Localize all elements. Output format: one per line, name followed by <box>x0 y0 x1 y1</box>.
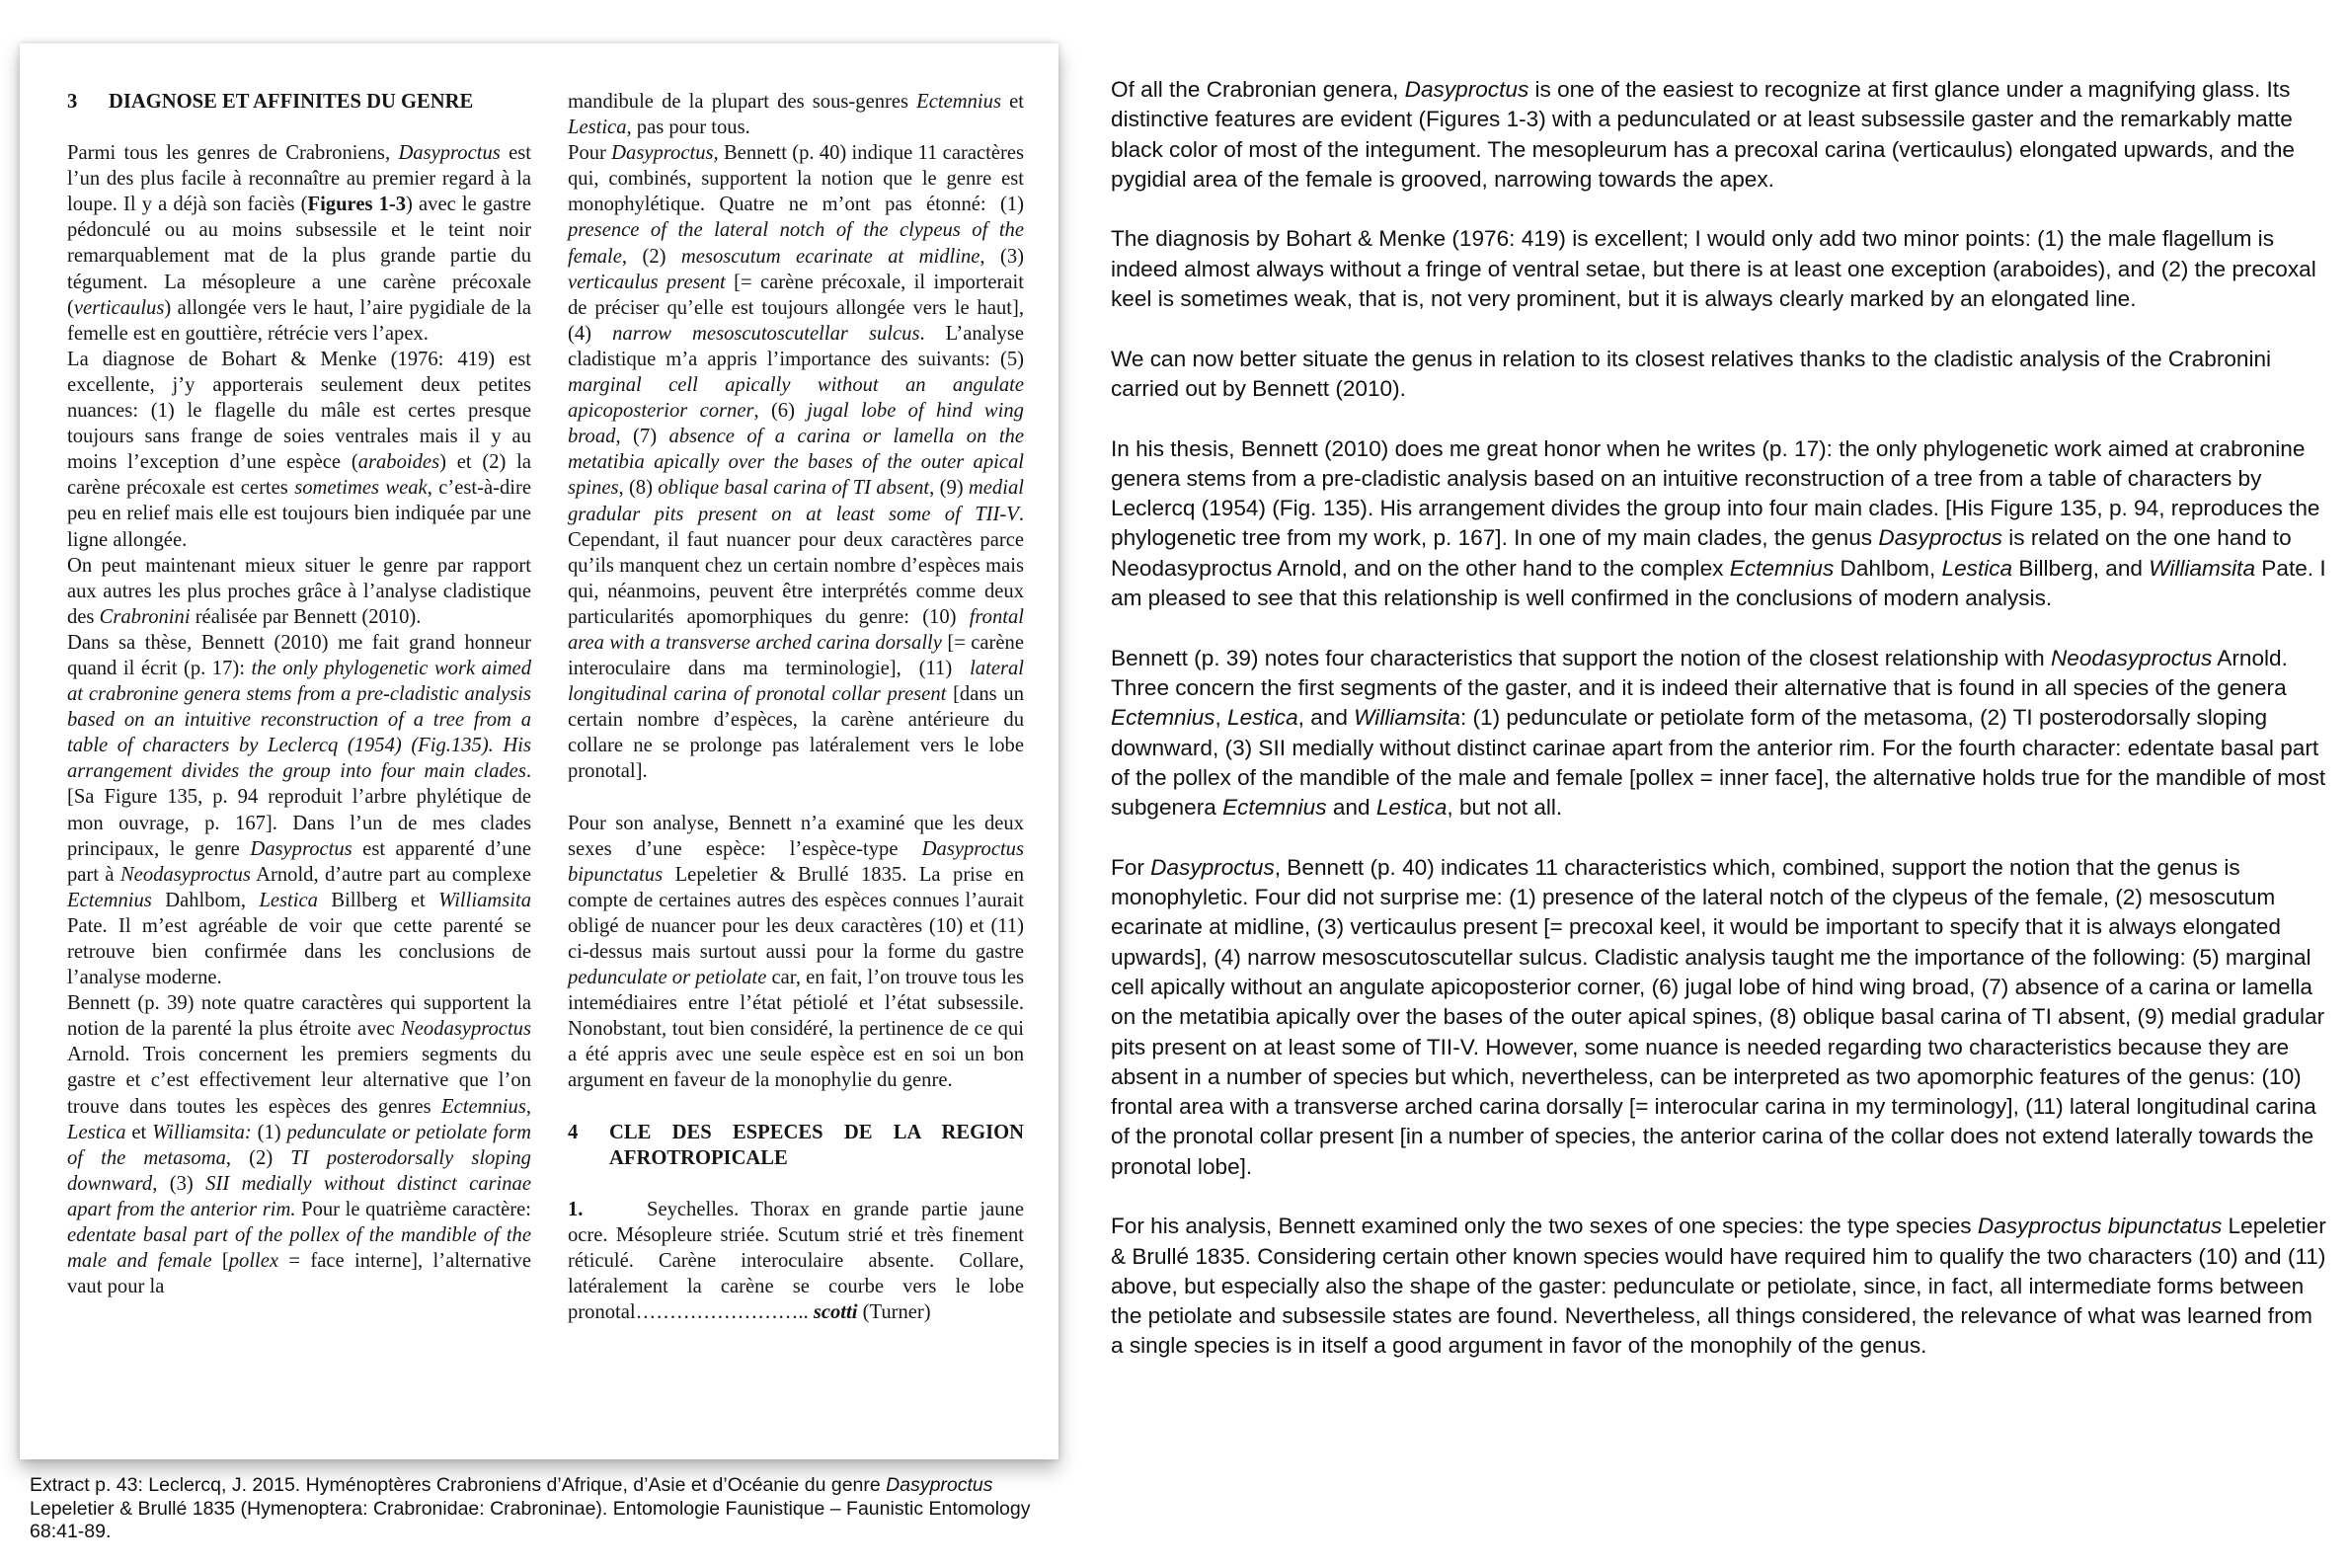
paragraph: mandibule de la plupart des sous-genres Ectemnius et Lestica, pas pour tous. <box>568 91 1024 139</box>
paragraph: Dans sa thèse, Bennett (2010) me fait grand honneur quand il écrit (p. 17): the only phylogenetic work aimed at crabronine genera stems from a pre-cladistic analysis based on an intuitive reconstruction of a tree from a table of characters by Leclercq (1954) (Fig.135). His arrangement divides the group into four main clades. [Sa Figure 135, p. 94 reproduit l’arbre phylétique de mon ouvrage, p. 167]. Dans l’un de mes clades principaux, le genre Dasyproctus est apparenté d’une part à Neodasyproctus Arnold, d’autre part au complexe Ectemnius Dahlbom, Lestica Billberg et Williamsita Pate. Il m’est agréable de voir que cette parenté se retrouve bien confirmée dans les conclusions de l’analyse moderne. <box>67 631 531 989</box>
species-author: (Turner) <box>857 1301 931 1324</box>
paragraph: For his analysis, Bennett examined only the two sexes of one species: the type species Dasyproctus bipunctatus Lepeletier & Brullé 1835. Considering certain other known species would have required him to qualify the two characters (10) and (11) above, but especially also the shape of the gaster: pedunculate or petiolate, since, in fact, all intermediate forms between the petiolate and subsessile states are found. Nevertheless, all things considered, the relevance of what was learned from a single species is in itself a good argument in favor of the monophily of the genus. <box>1111 1214 2326 1359</box>
paragraph: Pour son analyse, Bennett n’a examiné que les deux sexes d’une espèce: l’espèce-type Dasyproctus bipunctatus Lepeletier & Brullé 1835. La prise en compte de certaines autres des espèces connues l’aurait obligé de nuancer pour les deux caractères (10) et (11) ci-dessus mais surtout aussi pour la forme du gastre pedunculate or petiolate car, en fait, l’on trouve tous les intemédiaires entre l’état pétiolé et l’état subsessile. Nonobstant, tout bien considéré, la pertinence de ce qui a été appris avec une seule espèce est en soi un bon argument en faveur de la monophylie du genre. <box>568 812 1024 1092</box>
paragraph: On peut maintenant mieux situer le genre par rapport aux autres les plus proches grâce à l’analyse cladistique des Crabronini réalisée par Bennett (2010). <box>67 554 531 628</box>
scanned-page-extract <box>20 43 1058 1459</box>
paragraph: In his thesis, Bennett (2010) does me great honor when he writes (p. 17): the only phylogenetic work aimed at crabronine genera stems from a pre-cladistic analysis based on an intuitive reconstruction of a tree from a table of characters by Leclercq (1954) (Fig. 135). His arrangement divides the group into four main clades. [His Figure 135, p. 94, reproduces the phylogenetic tree from my work, p. 167]. In one of my main clades, the genus Dasyproctus is related on the one hand to Neodasyproctus Arnold, and on the other hand to the complex Ectemnius Dahlbom, Lestica Billberg, and Williamsita Pate. I am pleased to see that this relationship is well confirmed in the conclusions of modern analysis. <box>1111 435 2326 611</box>
paragraph: Parmi tous les genres de Crabroniens, Dasyproctus est l’un des plus facile à reconnaître au premier regard à la loupe. Il y a déjà son faciès (Figures 1-3) avec le gastre pédonculé ou au moins subsessile et le teint noir remarquablement mat de la plus grande partie du tégument. La mésopleure a une carène précoxale (verticaulus) allongée vers le haut, l’aire pygidiale de la femelle est en gouttière, rétrécie vers l’apex. <box>67 142 531 345</box>
section-title: DIAGNOSE ET AFFINITES DU GENRE <box>109 91 474 113</box>
scan-right-paragraphs <box>568 89 1024 1094</box>
paragraph: Of all the Crabronian genera, Dasyproctus is one of the easiest to recognize at first glance under a magnifying glass. Its distinctive features are evident (Figures 1-3) with a pedunculated or at least subsessile gaster and the remarkably matte black color of most of the integument. The mesopleurum has a precoxal carina (verticaulus) elongated upwards, and the pygidial area of the female is grooved, narrowing towards the apex. <box>1111 77 2295 192</box>
section-title: CLE DES ESPECES DE LA REGION AFROTROPICALE <box>609 1121 1024 1169</box>
scan-left-paragraphs <box>67 140 531 1299</box>
section-3-heading <box>67 89 531 115</box>
section-number: 4 <box>568 1121 579 1143</box>
couplet-text: Seychelles. Thorax en grande partie jaune ocre. Mésopleure striée. Scutum strié et très finement réticulé. Carène interoculaire absente. Collare, latéralement la carène se courbe vers le lobe pronotal…………………….. <box>568 1198 1024 1324</box>
paragraph: La diagnose de Bohart & Menke (1976: 419) est excellente, j’y apporterais seulement deux petites nuances: (1) le flagelle du mâle est certes presque toujours sans frange de soies ventrales mais il y au moins l’exception d’une espèce (araboides) et (2) la carène précoxale est certes sometimes weak, c’est-à-dire peu en relief mais elle est toujours bien indiquée par une ligne allongée. <box>67 348 531 551</box>
section-4-heading <box>568 1120 1024 1171</box>
scan-right-column <box>568 89 1024 1325</box>
section-number: 3 <box>67 91 78 113</box>
paragraph: Pour Dasyproctus, Bennett (p. 40) indique 11 caractères qui, combinés, supportent la notion que le genre est monophylétique. Quatre ne m’ont pas étonné: (1) presence of the lateral notch of the clypeus of the female, (2) mesoscutum ecarinate at midline, (3) verticaulus present [= carène précoxale, il importerait de préciser qu’elle est toujours allongée vers le haut], (4) narrow mesoscutoscutellar sulcus. L’analyse cladistique m’a appris l’importance des suivants: (5) marginal cell apically without an angulate apicoposterior corner, (6) jugal lobe of hind wing broad, (7) absence of a carina or lamella on the metatibia apically over the bases of the outer apical spines, (8) oblique basal carina of TI absent, (9) medial gradular pits present on at least some of TII-V. Cependant, il faut nuancer pour deux caractères parce qu’ils manquent chez un certain nombre d’espèces mais qui, néanmoins, peuvent être interprétés comme deux particularités apomorphiques du genre: (10) frontal area with a transverse arched carina dorsally [= carène interoculaire dans ma terminologie], (11) lateral longitudinal carina of pronotal collar present [dans un certain nombre d’espèces, la carène antérieure du collare ne se prolonge pas latéralement vers le lobe pronotal]. <box>568 142 1025 783</box>
species-name: scotti <box>813 1301 858 1324</box>
paragraph: The diagnosis by Bohart & Menke (1976: 419) is excellent; I would only add two minor points: (1) the male flagellum is indeed almost always without a fringe of ventral setae, but there is at least one exception (araboides), and (2) the precoxal keel is sometimes weak, that is, not very prominent, but it is always clearly marked by an elongated line. <box>1111 226 2316 312</box>
paragraph: Bennett (p. 39) notes four characteristics that support the notion of the closest relationship with Neodasyproctus Arnold. Three concern the first segments of the gaster, and it is indeed their alternative that is found in all species of the genera Ectemnius, Lestica, and Williamsita: (1) pedunculate or petiolate form of the metasoma, (2) TI posterodorsally sloping downward, (3) SII medially without distinct carinae apart from the anterior rim. For the fourth character: edentate basal part of the pollex of the mandible of the male and female [pollex = inner face], the alternative holds true for the mandible of most subgenera Ectemnius and Lestica, but not all. <box>1111 645 2326 821</box>
paragraph: For Dasyproctus, Bennett (p. 40) indicates 11 characteristics which, combined, support the notion that the genus is monophyletic. Four did not surprise me: (1) presence of the lateral notch of the clypeus of the female, (2) mesoscutum ecarinate at midline, (3) verticaulus present [= precoxal keel, it would be important to specify that it is always elongated upwards], (4) narrow mesoscutoscutellar sulcus. Cladistic analysis taught me the importance of the following: (5) marginal cell apically without an angulate apicoposterior corner, (6) jugal lobe of hind wing broad, (7) absence of a carina or lamella on the metatibia apically over the bases of the outer apical spines, (8) oblique basal carina of TI absent, (9) medial gradular pits present on at least some of TII-V. However, some nuance is needed regarding two characteristics because they are absent in a number of species but which, nevertheless, can be interpreted as two apomorphic features of the genus: (10) frontal area with a transverse arched carina dorsally [= interocular carina in my terminology], (11) lateral longitudinal carina of the pronotal collar present [in a number of species, the anterior carina of the collar does not extend laterally towards the pronotal lobe]. <box>1111 854 2325 1179</box>
scan-left-column <box>67 89 531 1299</box>
english-translation <box>1111 75 2330 1391</box>
key-couplet-1 <box>568 1197 1024 1325</box>
paragraph: We can now better situate the genus in relation to its closest relatives thanks to the cladistic analysis of the Crabronini carried out by Bennett (2010). <box>1111 346 2272 401</box>
source-caption: Extract p. 43: Leclercq, J. 2015. Hyménoptères Crabroniens d’Afrique, d’Asie et d’Océanie du genre Dasyproctus Lepeletier & Brullé 1835 (Hymenoptera: Crabronidae: Crabroninae). Entomologie Faunistique – Faunistic Entomology 68:41-89. <box>30 1474 1031 1542</box>
couplet-number: 1. <box>568 1198 584 1220</box>
paragraph: Bennett (p. 39) note quatre caractères qui supportent la notion de la parenté la plus étroite avec Neodasyproctus Arnold. Trois concernent les premiers segments du gastre et c’est effectivement leur alternative que l’on trouve dans toutes les espèces des genres Ectemnius, Lestica et Williamsita: (1) pedunculate or petiolate form of the metasoma, (2) TI posterodorsally sloping downward, (3) SII medially without distinct carinae apart from the anterior rim. Pour le quatrième caractère: edentate basal part of the pollex of the mandible of the male and female [pollex = face interne], l’alternative vaut pour la <box>67 992 532 1298</box>
